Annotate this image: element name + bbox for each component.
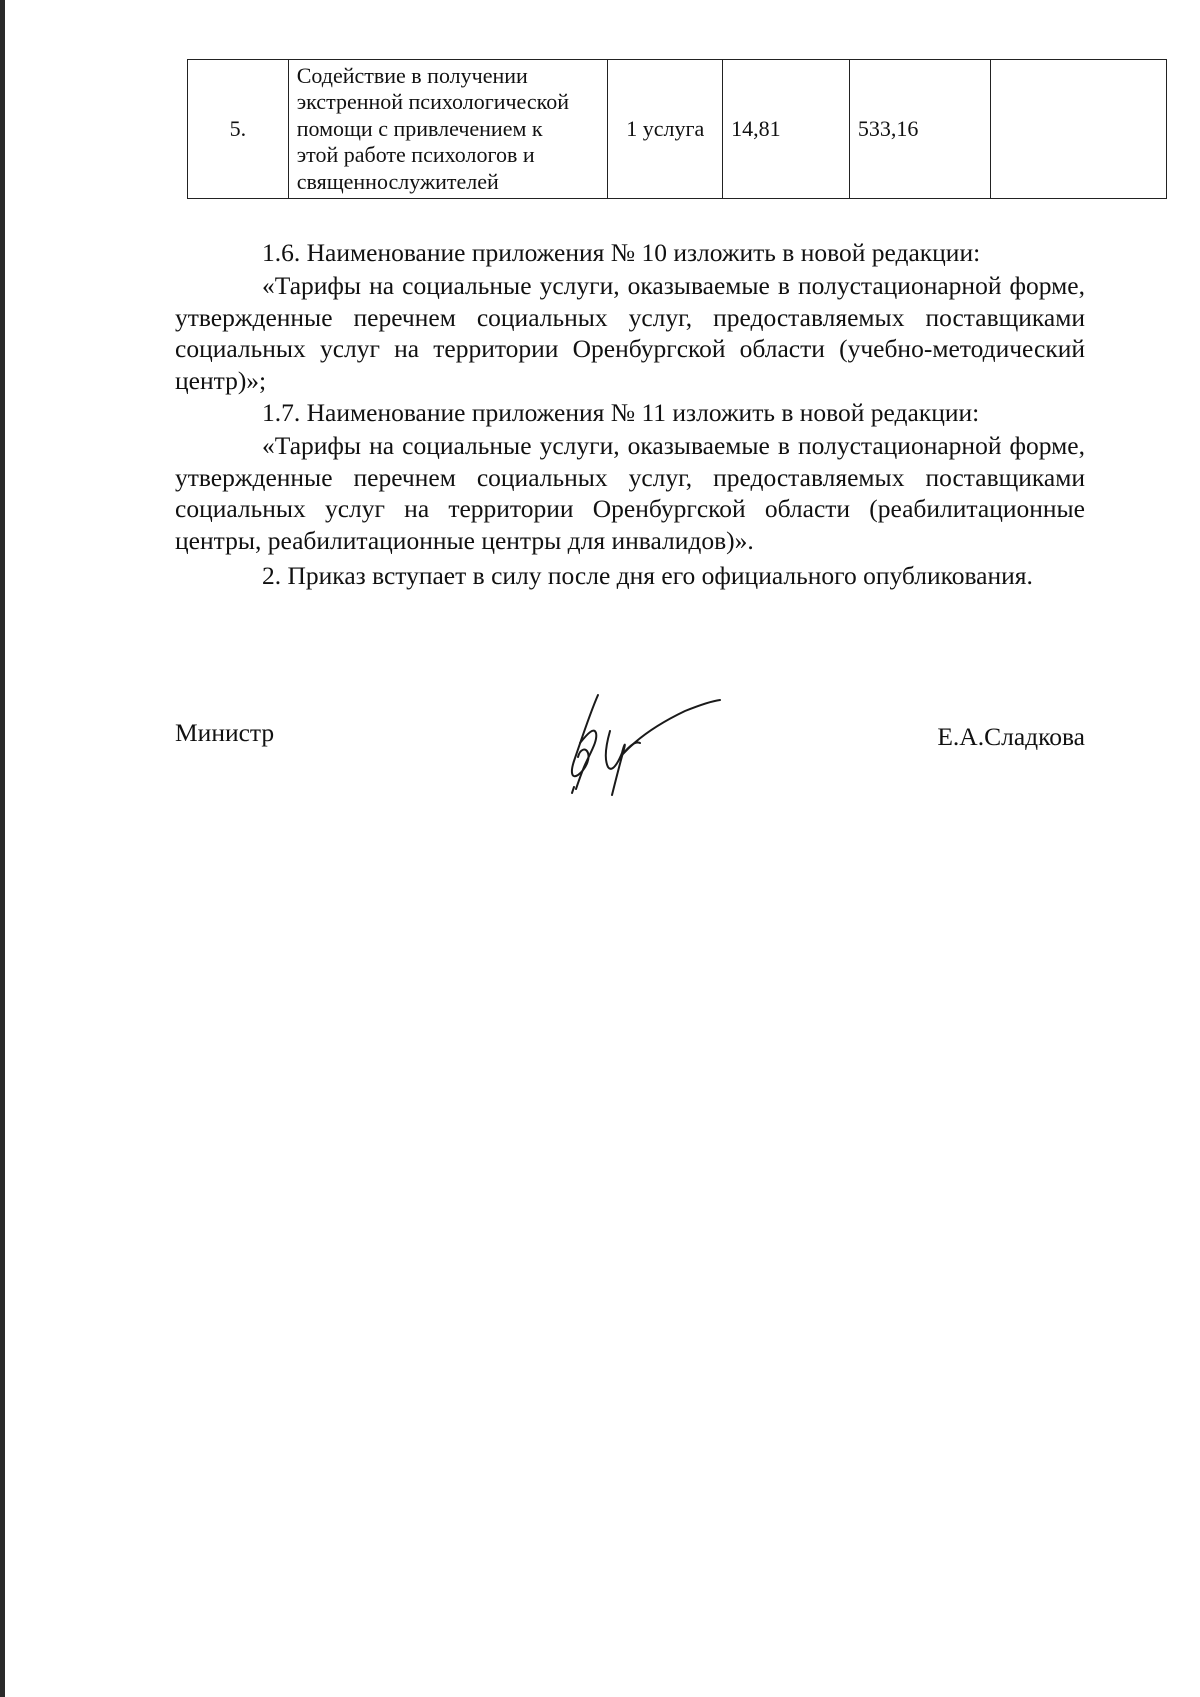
paragraph-1-6-heading: 1.6. Наименование приложения № 10 изложить в новой редакции: <box>262 238 981 267</box>
service-name-cell <box>288 60 608 199</box>
unit-cell: 1 услуга <box>608 60 723 199</box>
paragraph-1-7-heading: 1.7. Наименование приложения № 11 изложить в новой редакции: <box>262 398 980 427</box>
service-name-line: экстренной психологической <box>296 89 569 115</box>
signer-title: Министр <box>175 718 275 747</box>
service-name-line: помощи с привлечением к <box>296 115 543 141</box>
paragraph-1-6-text: «Тарифы на социальные услуги, оказываемые в полустационарной форме, утвержденные перечнем социальных услуг, предоставляемых поставщиками социальных услуг на территории Оренбургской области (учебно-методический центр)»; <box>175 271 1085 395</box>
paragraph-2-text: 2. Приказ вступает в силу после дня его официального опубликования. <box>262 561 1033 590</box>
row-number-cell: 5. <box>188 60 289 199</box>
service-name-line: Содействие в получении <box>296 62 528 88</box>
empty-cell <box>990 60 1166 199</box>
service-name-line: этой работе психологов и <box>296 142 535 168</box>
service-name-line: священнослужителей <box>296 168 499 194</box>
handwritten-signature <box>560 683 725 798</box>
signer-name: Е.А.Сладкова <box>937 722 1085 751</box>
tariff-cell: 533,16 <box>849 60 990 199</box>
tariff-table <box>187 59 1167 199</box>
time-norm-cell: 14,81 <box>723 60 850 199</box>
paragraph-1-7-text: «Тарифы на социальные услуги, оказываемые в полустационарной форме, утвержденные перечнем социальных услуг, предоставляемых поставщиками социальных услуг на территории Оренбургской области (реабилитационные центры, реабилитационные центры для инвалидов)». <box>175 431 1085 555</box>
table-row <box>188 60 1167 199</box>
